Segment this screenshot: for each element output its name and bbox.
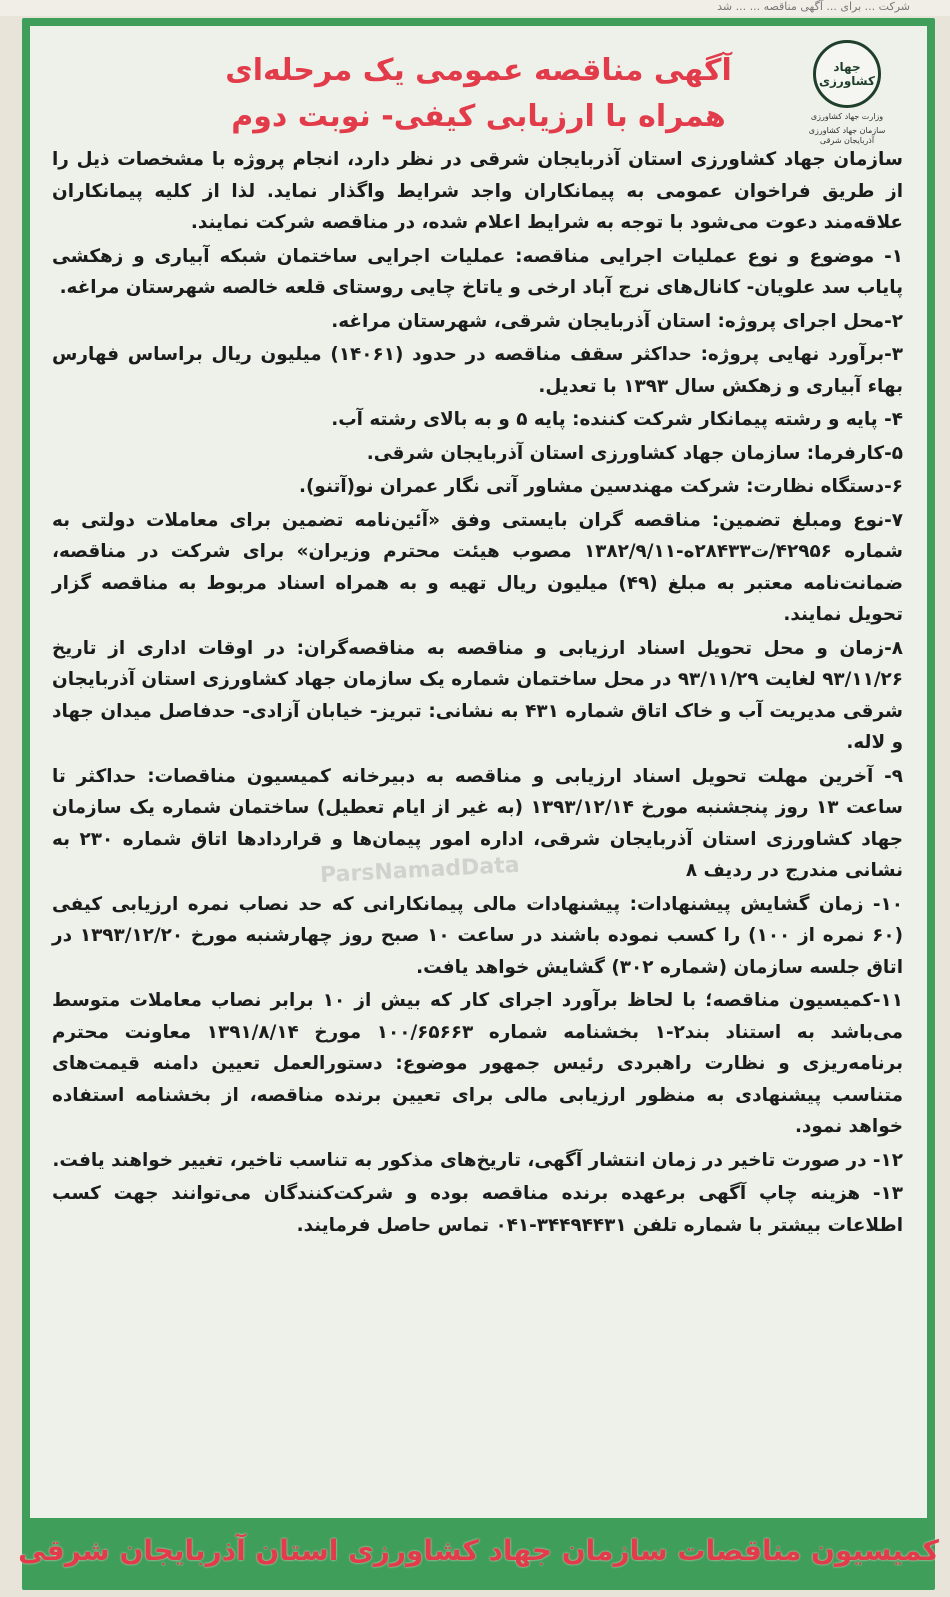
- item-8-document-delivery: ۸-زمان و محل تحویل اسناد ارزیابی و مناقصه به مناقصه‌گران: در اوقات اداری از تاریخ ۹۳/۱۱/۲۶ لغایت ۹۳/۱۱/۲۹ در محل ساختمان شماره یک سازمان جهاد کشاورزی استان آذربایجان شرقی مدیریت آب و خاک اتاق شماره ۴۳۱ به نشانی: تبریز- خیابان آزادی- حدفاصل میدان جهاد و لاله.: [52, 637, 904, 753]
- item-5-employer: ۵-کارفرما: سازمان جهاد کشاورزی استان آذربایجان شرقی.: [366, 442, 903, 464]
- item-1-subject: ۱- موضوع و نوع عملیات اجرایی مناقصه: عملیات اجرایی ساختمان شبکه آبیاری و زهکشی پایاب سد علویان- کانال‌های نرج آباد ارخی و یاتاخ چایی روستای قلعه خالصه شهرستان مراغه.: [52, 245, 903, 298]
- item-12-delay: ۱۲- در صورت تاخیر در زمان انتشار آگهی، تاریخ‌های مذکور به تناسب تاخیر، تغییر خواهند یافت.: [52, 1149, 903, 1171]
- advertisement-header: [30, 26, 927, 144]
- clipped-header-strip: شرکت ... برای ... آگهی مناقصه ... ... شد: [0, 0, 950, 16]
- item-10-opening: ۱۰- زمان گشایش پیشنهادات: پیشنهادات مالی پیمانکارانی که حد نصاب نمره ارزیابی کیفی (۶۰ نمره از ۱۰۰) را کسب نموده باشند در ساعت ۱۰ صبح روز چهارشنبه مورخ ۱۳۹۳/۱۲/۲۰ در اتاق جلسه سازمان (شماره ۳۰۲) گشایش خواهد یافت.: [52, 893, 903, 978]
- item-7-guarantee: ۷-نوع ومبلغ تضمین: مناقصه گران بایستی وفق «آئین‌نامه تضمین برای معاملات دولتی به شماره ۴۲۹۵۶/ت۲۸۴۳۳ه-۱۳۸۲/۹/۱۱ مصوب هیئت محترم وزیران» برای شرکت در مناقصه، ضمانت‌نامه معتبر به مبلغ (۴۹) میلیون ریال تهیه و به همراه اسناد مربوط به مناقصه گزار تحویل نمایند.: [52, 509, 903, 625]
- source-watermark: ParsNamadData: [319, 852, 521, 889]
- advertisement-frame: [18, 18, 939, 1590]
- logo-caption-organization: سازمان جهاد کشاورزی آذربایجان شرقی: [808, 126, 886, 145]
- logo-caption-ministry: وزارت جهاد کشاورزی: [810, 112, 884, 121]
- item-13-cost-contact: ۱۳- هزینه چاپ آگهی برعهده برنده مناقصه بوده و شرکت‌کنندگان می‌توانند جهت کسب اطلاعات بیشتر با شماره تلفن ۳۴۴۹۴۴۳۱-۰۴۱ تماس حاصل فرمایند.: [52, 1183, 903, 1236]
- item-11-commission: ۱۱-کمیسیون مناقصه؛ با لحاظ برآورد اجرای کار که بیش از ۱۰ برابر نصاب معاملات متوسط می‌باشد به استناد بند۲-۱ بخشنامه شماره ۱۰۰/۶۵۶۶۳ مورخ ۱۳۹۱/۸/۱۴ معاونت محترم برنامه‌ریزی و نظارت راهبردی رئیس جمهور موضوع: دستورالعمل تعیین دامنه قیمت‌های متناسب پیشنهادی به منظور ارزیابی مالی برای تعیین برنده مناقصه، از بخشنامه استفاده خواهد نمود.: [52, 990, 903, 1137]
- footer-band: [18, 1518, 939, 1582]
- advertisement-body: [52, 144, 903, 1243]
- item-6-supervisor: ۶-دستگاه نظارت: شرکت مهندسین مشاور آتی نگار عمران نو(آتنو).: [299, 476, 903, 497]
- item-2-location: ۲-محل اجرای پروژه: استان آذربایجان شرقی، شهرستان مراغه.: [331, 310, 903, 332]
- logo-word: جهاد کشاورزی: [819, 60, 875, 88]
- intro-paragraph: سازمان جهاد کشاورزی استان آذربایجان شرقی در نظر دارد، انجام پروژه با مشخصات ذیل را از طریق فراخوان عمومی به پیمانکاران واجد شرایط واگذار نماید. لذا از کلیه پیمانکاران علاقه‌مند دعوت می‌شود با توجه به شرایط اعلام شده، در مناقصه شرکت نمایند.: [52, 149, 903, 233]
- item-9-deadline: ۹- آخرین مهلت تحویل اسناد ارزیابی و مناقصه به دبیرخانه کمیسیون مناقصات: حداکثر تا ساعت ۱۳ روز پنجشنبه مورخ ۱۳۹۳/۱۲/۱۴ (به غیر از ایام تعطیل) ساختمان شماره یک سازمان جهاد کشاورزی استان آذربایجان شرقی، اداره امور پیمان‌ها و قراردادها اتاق شماره ۲۳۰ به نشانی مندرج در ردیف ۸: [52, 765, 903, 881]
- item-4-contractor-grade: ۴- پایه و رشته پیمانکار شرکت کننده: پایه ۵ و به بالای رشته آب.: [331, 409, 903, 430]
- advertisement-titles: [180, 48, 777, 140]
- item-3-estimate: ۳-برآورد نهایی پروژه: حداکثر سقف مناقصه در حدود (۱۴۰۶۱) میلیون ریال براساس فهارس بهاء آبیاری و زهکش سال ۱۳۹۳ با تعدیل.: [52, 344, 904, 397]
- title-line-1: آگهی مناقصه عمومی یک مرحله‌ای: [225, 53, 732, 88]
- title-line-2: همراه با ارزیابی کیفی- نوبت دوم: [231, 99, 726, 134]
- ministry-logo: [795, 40, 899, 146]
- footer-commission-text: کمیسیون مناقصات سازمان جهاد کشاورزی استان آذربایجان شرقی: [18, 1533, 939, 1567]
- jahad-emblem-icon: [813, 40, 881, 108]
- advertisement-paper: [18, 26, 939, 1582]
